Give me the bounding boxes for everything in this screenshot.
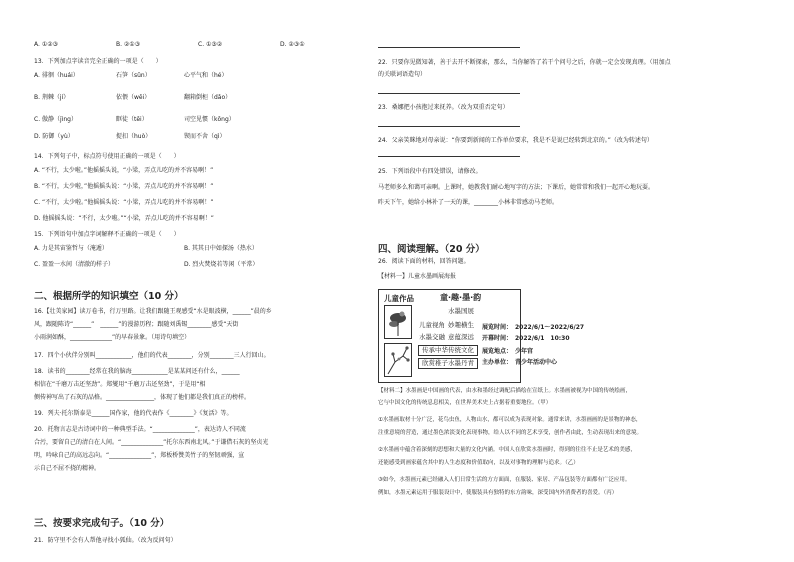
answer-line bbox=[378, 126, 520, 127]
material2-line7: ③如今，水墨画元素已经融入人们日常生活的方方面面，在服装、家居、产品包装等方面都有广泛应用。 bbox=[378, 477, 631, 483]
q14-option-c: C. “不行，太少啦。”他摇摇头说：“小梁，弄点儿吃的并不容易啊！” bbox=[34, 199, 214, 206]
q13-b2: 依偎（wēi） bbox=[116, 94, 151, 101]
feature-4: 意蕴深远 bbox=[448, 333, 474, 341]
q12-option-b: B. ②①③ bbox=[116, 41, 141, 48]
q20-line1: 20．托物言志是古诗词中的一种典型手法。“______________”，表达诗人不同流 bbox=[34, 426, 246, 433]
q13-stem: 13．下列加点字读音完全正确的一项是（ ） bbox=[34, 58, 162, 65]
q15-option-c: C. 盈盈一水间（清澈的样子） bbox=[34, 261, 115, 268]
q25-stem: 25．下列语段中有四处错误，请修改。 bbox=[378, 168, 482, 175]
q25-line1: 马老师多么和蔼可亲啊。上课时，她教我们耐心地写字的方法；下课后，她常常和我们一起开心地玩耍。 bbox=[378, 184, 655, 191]
q23-stem: 23．桑娜把小孩抱过来抚养。（改为双重否定句） bbox=[378, 104, 509, 111]
answer-line bbox=[378, 156, 520, 157]
poster-title: 童·趣·墨·韵 bbox=[440, 293, 482, 302]
section4-title: 四、阅读理解。（20 分） bbox=[378, 244, 485, 255]
q18-line2: 相信在“千磨万击还坚劲”。郑燮用“千磨万击还坚劲”，于是用“相 bbox=[34, 381, 206, 388]
q20-line3: 明，吟咏自己的高远志向。“______________”，郑板桥赞美竹子的坚韧顽强，宣 bbox=[34, 452, 245, 459]
q13-c1: C. 傲静（jìng） bbox=[34, 116, 77, 123]
q13-a1: A. 徘徊（huái） bbox=[34, 72, 79, 79]
material2-line1: 【材料二】水墨画是中国画的代表，由水和墨经过调配后描绘在宣纸上。水墨画被视为中国的传统绘画， bbox=[378, 388, 632, 394]
q24-stem: 24．父亲笑眯地对母亲说：“你要到新闻的工作单位要求，我是不是说已经转到北京的。”（改为转述句） bbox=[378, 137, 653, 144]
q22-line2: 的关联词语造句） bbox=[378, 71, 427, 78]
poster-tag-2: 欣赏稚子水墨丹青 bbox=[418, 358, 478, 369]
q14-option-a: A. “不行，太少啦。”他摇摇头说，“小梁，弄点儿吃的并不容易啊！” bbox=[34, 167, 214, 174]
q16-line3: 小雨润如酥，______________”的早春景象。（用诗句填空） bbox=[34, 334, 191, 341]
material2-line4: 注重意境的营造，通过墨色浓淡变化表现事物，给人以不同的艺术享受，创作者由此，生动表现出来的意境。 bbox=[378, 430, 643, 436]
q14-option-b: B. “不行，太少啦，”他摇摇头说：“小梁，弄点儿吃的并不容易啊！” bbox=[34, 183, 214, 190]
q13-d3: 锲而不舍（qì） bbox=[184, 133, 226, 140]
material2-line6: 还能感受到画家蕴含其中的人生态度和价值取向，以及对事物的理解与追求。（乙） bbox=[378, 460, 579, 466]
q13-c2: 眶徒（tēi） bbox=[116, 116, 148, 123]
q16-line1: 16.【壮美家园】读万卷书，行万里路。让我们跟随王观感受“水是眼波横，______”晨的乡 bbox=[34, 308, 272, 315]
q18-line3: 侧传神写出了石灰的品格。________________，体现了他们都是我们真正的榜样。 bbox=[34, 394, 251, 401]
info-label-3: 展览地点： bbox=[482, 348, 513, 355]
q14-option-d: D. 他摇摇头说：“不行，太少啦。”“小梁，弄点儿吃的并不容易啊！” bbox=[34, 215, 214, 222]
q21-stem: 21．防守里不会有人帮他寻找小狐仙。（改为反问句） bbox=[34, 537, 177, 544]
q15-option-d: D. 烈火焚烧若等闲（平常） bbox=[184, 261, 259, 268]
q12-option-a: A. ①②③ bbox=[34, 41, 58, 48]
q15-option-a: A. 力是其宙鉴哲与（淹遁） bbox=[34, 245, 108, 252]
q25-line2: 昨天下午，她给小林补了一天的课，________小林非常感动马老师。 bbox=[378, 199, 559, 206]
answer-line bbox=[378, 93, 520, 94]
answer-line bbox=[378, 47, 520, 48]
poster-header: 儿童作品 bbox=[384, 294, 414, 303]
q13-b3: 翻箱倒柜（dǎo） bbox=[184, 94, 232, 101]
q12-option-c: C. ①③② bbox=[198, 41, 223, 48]
info-value-3: 少年宫 bbox=[515, 348, 534, 355]
lotus-painting-icon bbox=[385, 306, 411, 338]
section3-title: 三、按要求完成句子。（10 分） bbox=[34, 518, 170, 529]
q18-line1: 18．读书的________经常在我的脑海____________是某某问还有什么，______ bbox=[34, 368, 240, 375]
q20-line4: 示自己不屈不挠的精神。 bbox=[34, 465, 101, 472]
info-label-2: 开幕时间： bbox=[482, 335, 513, 342]
q14-stem: 14．下列句子中，标点符号使用正确的一项是（ ） bbox=[34, 153, 180, 160]
material2-line3: ①水墨画取材十分广泛，花鸟虫鱼，人物山水，都可以成为表现对象。通常来讲，水墨画画的是景物的神态， bbox=[378, 417, 642, 423]
feature-1: 儿童视角 bbox=[419, 321, 445, 329]
material2-line8: 例如，水墨元素运用于服装设计中，使服装具有独特的东方韵味，深受国内外消费者的喜爱。（丙） bbox=[378, 490, 618, 496]
q13-a2: 石笋（sǔn） bbox=[116, 72, 151, 79]
q20-line2: 合污，要留自己的清白在人间。“______________”托尔东西南北风。”于谦借石灰的坚贞光 bbox=[34, 439, 269, 446]
q19-line: 19．列夫·托尔斯泰是______国作家，他的代表作《________》《复活》等。 bbox=[34, 410, 233, 417]
info-value-4: 青少年活动中心 bbox=[515, 359, 558, 366]
q15-option-b: B. 其其日中如探汤（热水） bbox=[184, 245, 258, 252]
q13-d2: 捉扣（huò） bbox=[116, 133, 152, 140]
q22-line1: 22．只要你见微知著，善于去开不断探索，那么，当你解答了若干个问号之后，你就一定会发现真理。（用加点 bbox=[378, 59, 671, 66]
material2-line2: 它与中国文化的传统息息相关，在世界美术史上占据着重要地位。（甲） bbox=[378, 400, 552, 406]
q17-line: 17．四个小伙伴分别叫____________，他们的代表________，分别________三人行回山。 bbox=[34, 352, 270, 359]
q16-line2: 风，跟随陈诗“______” ______”的漫游历程；跟随刘禹锡________感受“天街 bbox=[34, 321, 239, 328]
painting-lotus-box bbox=[384, 305, 412, 339]
poster-tag-1: 传承中华传统文化 bbox=[418, 345, 478, 356]
feature-3: 水墨交融 bbox=[419, 333, 445, 341]
q15-stem: 15．下列语句中加点字词解释不正确的一项是（ ） bbox=[34, 231, 180, 238]
q13-d1: D. 防御（yù） bbox=[34, 133, 74, 140]
plum-branch-painting-icon bbox=[385, 344, 411, 376]
section2-title: 二、根据所学的知识填空（10 分） bbox=[34, 291, 184, 302]
painting-plum-box bbox=[384, 343, 412, 377]
info-label-1: 展览时间： bbox=[482, 324, 513, 331]
material1-label: 【材料一】儿童水墨画展海报 bbox=[378, 273, 457, 280]
info-label-4: 主办单位： bbox=[482, 359, 513, 366]
info-value-1: 2022/6/1～2022/6/27 bbox=[515, 324, 585, 331]
material2-line5: ②水墨画中蕴含着深刻的思想和大量的文化内涵。中国人在欣赏水墨画时，得到的往往不止是艺术的美感， bbox=[378, 447, 636, 453]
poster-subtitle: 水墨国展 bbox=[448, 307, 474, 315]
q13-b1: B. 荆棘（jí） bbox=[34, 94, 70, 101]
feature-2: 妙趣横生 bbox=[448, 321, 474, 329]
info-value-2: 2022/6/1 10:30 bbox=[515, 335, 570, 342]
q12-option-d: D. ②③① bbox=[280, 41, 305, 48]
q26-stem: 26．阅读下面的材料，回答问题。 bbox=[378, 258, 470, 265]
q13-c3: 司空见惯（kōng） bbox=[184, 116, 235, 123]
q13-a3: 心平气和（hé） bbox=[184, 72, 228, 79]
